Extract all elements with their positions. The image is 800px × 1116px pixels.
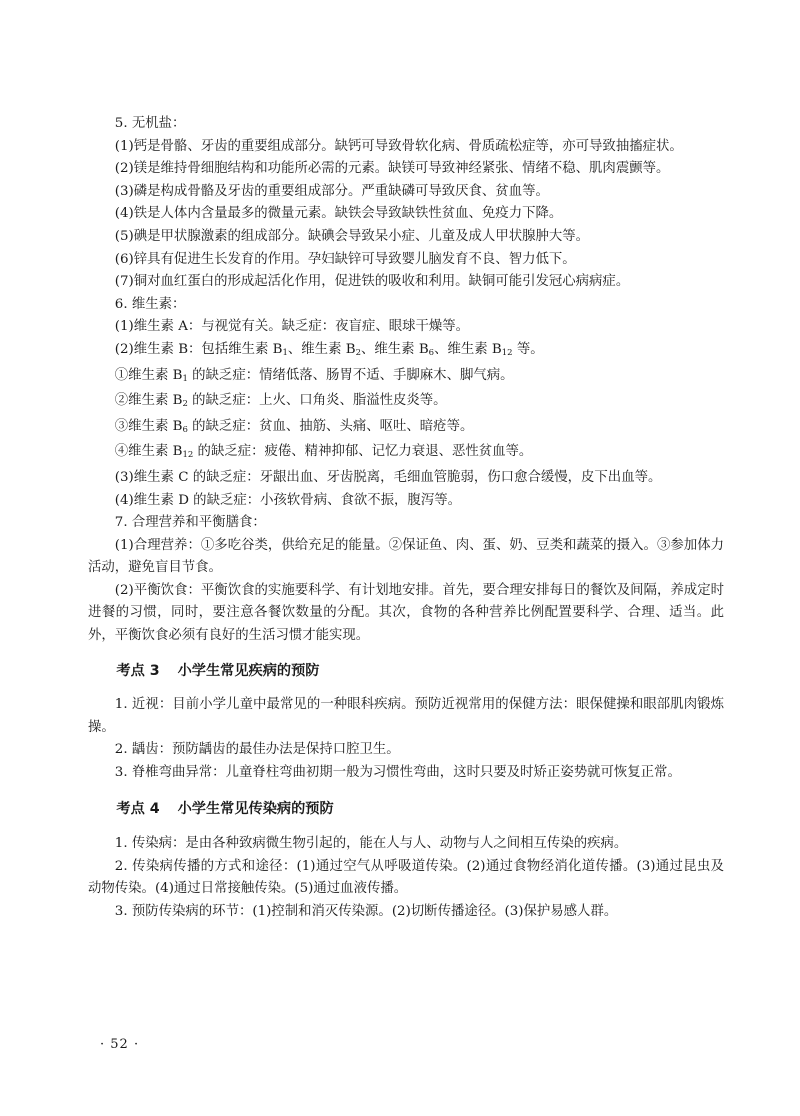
paragraph-vitamin-b1: ①维生素 $B_1$ 的缺乏症：情绪低落、肠胃不适、手脚麻木、脚气病。 [114,367,514,384]
paragraph-calcium: (1)钙是骨骼、牙齿的重要组成部分。缺钙可导致骨软化病、骨质疏松症等，亦可导致抽搐症状。 [114,138,683,154]
paragraph-balanced-diet: (2)平衡饮食：平衡饮食的实施要科学、有计划地安排。首先，要合理安排每日的餐饮及间隔，养成定时进餐的习惯，同时，要注意各餐饮数量的分配。其次，食物的各种营养比例配置要科学、合理、适当。此外，平衡饮食必须有良好的生活习惯才能实现。 [88,582,724,644]
page-body [88,113,724,924]
paragraph-copper: (7)铜对血红蛋白的形成起活化作用，促进铁的吸收和利用。缺铜可能引发冠心病病症。 [114,274,630,290]
paragraph-iron: (4)铁是人体内含量最多的微量元素。缺铁会导致缺铁性贫血、免疫力下降。 [114,206,563,222]
section-7-title: 7. 合理营养和平衡膳食： [114,515,266,531]
paragraph-zinc: (6)锌具有促进生长发育的作用。孕妇缺锌可导致婴儿脑发育不良、智力低下。 [114,251,576,267]
paragraph-magnesium: (2)镁是维持骨细胞结构和功能所必需的元素。缺镁可导致神经紧张、情绪不稳、肌肉震颤等。 [114,161,670,177]
paragraph-dental-caries: 2. 龋齿：预防龋齿的最佳办法是保持口腔卫生。 [114,742,400,758]
paragraph-vitamin-d: (4)维生素 D 的缺乏症：小孩软骨病、食欲不振，腹泻等。 [114,492,461,508]
paragraph-spinal-curvature: 3. 脊椎弯曲异常：儿童脊柱弯曲初期一般为习惯性弯曲，这时只要及时矫正姿势就可恢复正常。 [114,765,681,781]
paragraph-vitamin-b: (2)维生素 B：包括维生素 $B_1$、维生素 $B_2$、维生素 $B_6$、维生素 $B_{12}$ 等。 [114,341,544,358]
section-5-title: 5. 无机盐： [114,116,186,131]
paragraph-prevention-steps: 3. 预防传染病的环节：(1)控制和消灭传染源。(2)切断传播途径。(3)保护易感人群。 [114,904,618,919]
section-6-title: 6. 维生素： [114,296,186,312]
paragraph-iodine: (5)碘是甲状腺激素的组成部分。缺碘会导致呆小症、儿童及成人甲状腺肿大等。 [114,228,590,244]
heading-kaodian-3: 考点 3 小学生常见疾病的预防 [116,662,320,679]
page-number: · 52 · [100,1037,140,1052]
paragraph-phosphorus: (3)磷是构成骨骼及牙齿的重要组成部分。严重缺磷可导致厌食、贫血等。 [114,183,549,199]
paragraph-vitamin-b12: ④维生素 $B_{12}$ 的缺乏症：疲倦、精神抑郁、记忆力衰退、恶性贫血等。 [114,444,533,461]
paragraph-vitamin-b6: ③维生素 $B_6$ 的缺乏症：贫血、抽筋、头痛、呕吐、暗疮等。 [114,418,474,435]
paragraph-reasonable-nutrition: (1)合理营养：①多吃谷类，供给充足的能量。②保证鱼、肉、蛋、奶、豆类和蔬菜的摄入。③参加体力活动，避免盲目节食。 [88,537,724,576]
paragraph-vitamin-b2: ②维生素 $B_2$ 的缺乏症：上火、口角炎、脂溢性皮炎等。 [114,393,447,410]
paragraph-infectious-disease: 1. 传染病：是由各种致病微生物引起的，能在人与人、动物与人之间相互传染的疾病。 [114,836,628,852]
paragraph-myopia: 1. 近视：目前小学儿童中最常见的一种眼科疾病。预防近视常用的保健方法：眼保健操和眼部肌肉锻炼操。 [88,697,724,735]
paragraph-vitamin-c: (3)维生素 C 的缺乏症：牙龈出血、牙齿脱离，毛细血管脆弱，伤口愈合缓慢，皮下出血等。 [114,469,662,485]
paragraph-transmission-routes: 2. 传染病传播的方式和途径：(1)通过空气从呼吸道传染。(2)通过食物经消化道传播。(3)通过昆虫及动物传染。(4)通过日常接触传染。(5)通过血液传播。 [88,858,724,897]
paragraph-vitamin-a: (1)维生素 A：与视觉有关。缺乏症：夜盲症、眼球干燥等。 [114,319,470,335]
heading-kaodian-4: 考点 4 小学生常见传染病的预防 [116,800,334,817]
